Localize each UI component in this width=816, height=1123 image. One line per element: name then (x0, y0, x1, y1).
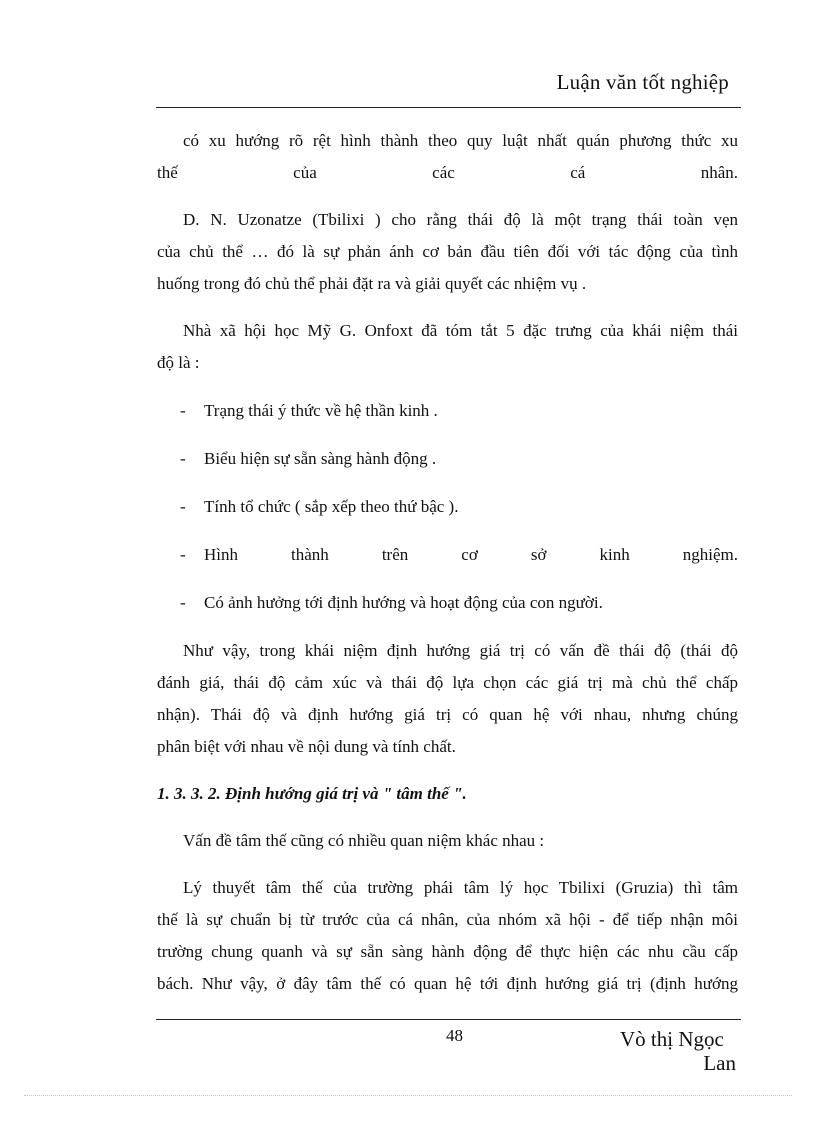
list-item-text: Tính tổ chức ( sắp xếp theo thứ bậc ). (204, 497, 459, 516)
bullet-dash: - (180, 593, 186, 612)
document-body (157, 125, 738, 1000)
paragraph-line: Vấn đề tâm thế cũng có nhiều quan niệm khác nhau : (183, 831, 545, 850)
paragraph-line: độ là : (157, 353, 200, 372)
header-divider (156, 107, 741, 108)
list-item (157, 539, 738, 571)
list-item (157, 395, 738, 427)
paragraph-line: đánh giá, thái độ cảm xúc và thái độ lựa chọn các giá trị mà chủ thể chấp (157, 673, 738, 692)
list-item-text: Biểu hiện sự sẵn sàng hành động . (204, 449, 437, 468)
paragraph-line: của chủ thể … đó là sự phản ánh cơ bản đầu tiên đối với tác động của tình (157, 242, 738, 261)
bullet-dash: - (180, 497, 186, 516)
author-name-line: Vò thị Ngọc (620, 1027, 724, 1051)
paragraph-line: bách. Như vậy, ở đây tâm thế có quan hệ tới định hướng giá trị (định hướng (157, 974, 738, 993)
paragraph-line: nhận). Thái độ và định hướng giá trị có quan hệ với nhau, nhưng chúng (157, 705, 738, 724)
paragraph-line: Như vậy, trong khái niệm định hướng giá trị có vấn đề thái độ (thái độ (183, 641, 738, 660)
bullet-dash: - (180, 449, 186, 468)
footer-divider (156, 1019, 741, 1020)
list-item (157, 491, 738, 523)
paragraph-line: có xu hướng rõ rệt hình thành theo quy luật nhất quán phương thức xu (183, 131, 738, 150)
author-name (620, 1027, 740, 1075)
bullet-dash: - (180, 545, 186, 564)
page-number: 48 (446, 1026, 463, 1045)
list-item-text: Có ảnh hưởng tới định hướng và hoạt động của con người. (204, 593, 603, 612)
page-edge-dotted-line (24, 1095, 792, 1096)
paragraph-line: D. N. Uzonatze (Tbilixi ) cho rằng thái độ là một trạng thái toàn vẹn (183, 210, 738, 229)
paragraph-line: huống trong đó chủ thể phải đặt ra và giải quyết các nhiệm vụ . (157, 274, 587, 293)
document-header-title: Luận văn tốt nghiệp (556, 70, 729, 94)
list-item (157, 443, 738, 475)
section-heading: 1. 3. 3. 2. Định hướng giá trị và " tâm thế ". (157, 784, 467, 803)
paragraph-line: trường chung quanh và sự sẵn sàng hành động để thực hiện các nhu cầu cấp (157, 942, 738, 961)
author-name-line: Lan (703, 1051, 736, 1075)
bullet-dash: - (180, 401, 186, 420)
paragraph-line: Nhà xã hội học Mỹ G. Onfoxt đã tóm tắt 5 đặc trưng của khái niệm thái (183, 321, 738, 340)
paragraph-line: Lý thuyết tâm thế của trường phái tâm lý học Tbilixi (Gruzia) thì tâm (183, 878, 738, 897)
paragraph-line: thế là sự chuẩn bị từ trước của cá nhân, của nhóm xã hội - để tiếp nhận môi (157, 910, 738, 929)
paragraph-line: phân biệt với nhau về nội dung và tính chất. (157, 737, 456, 756)
list-item-text: Trạng thái ý thức về hệ thần kinh . (204, 401, 438, 420)
list-item-text: Hình thành trên cơ sở kinh nghiệm. (204, 545, 738, 564)
paragraph-line: thế của các cá nhân. (157, 163, 738, 182)
list-item (157, 587, 738, 619)
